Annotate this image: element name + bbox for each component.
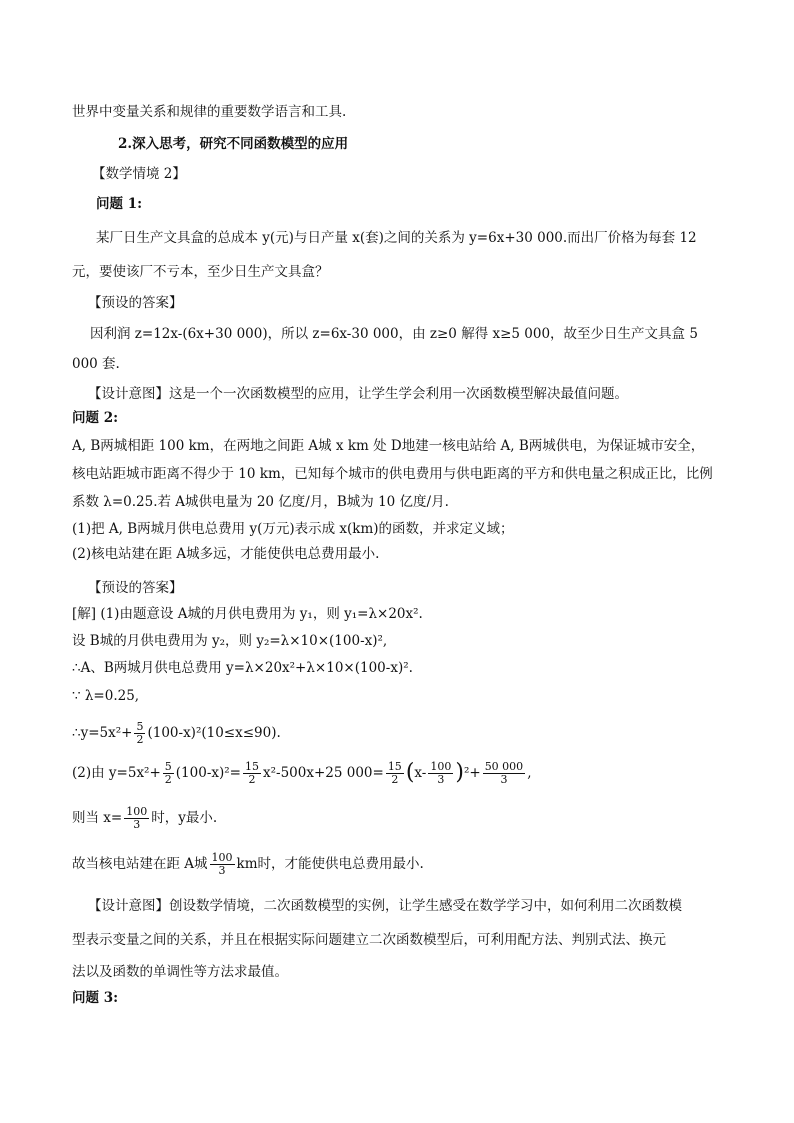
fraction-numerator: 15 — [387, 759, 402, 773]
left-paren: ( — [405, 760, 415, 785]
question-2-heading: 问题 2: — [72, 410, 119, 426]
text-run: ∴y=5x²+ — [72, 725, 133, 741]
text-line: 000 套. — [72, 356, 120, 372]
fraction-denominator: 3 — [218, 863, 226, 877]
section-heading: 2.深入思考，研究不同函数模型的应用 — [118, 136, 349, 152]
text-run: ²+ — [463, 765, 481, 781]
text-line: 核电站距城市距离不得少于 10 km，已知每个城市的供电费用与供电距离的平方和供电量之积成正比，比例 — [72, 466, 713, 482]
fraction — [386, 761, 404, 786]
text-line: A, B两城相距 100 km，在两地之间距 A城 x km 处 D地建一核电站给 A, B两城供电，为保证城市安全， — [72, 438, 705, 454]
text-line: [解] (1)由题意设 A城的月供电费用为 y₁，则 y₁=λ×20x². — [72, 606, 423, 622]
fraction-denominator: 3 — [500, 772, 508, 786]
text-run: x²-500x+25 000= — [262, 765, 384, 781]
text-run: (2)由 y=5x²+ — [72, 765, 161, 781]
fraction-numerator: 50 000 — [484, 759, 524, 773]
text-line: 世界中变量关系和规律的重要数学语言和工具. — [72, 104, 347, 120]
text-run: (100-x)²(10≤x≤90). — [147, 725, 281, 741]
formula-line — [72, 846, 424, 882]
fraction — [243, 761, 261, 786]
text-line: 某厂日生产文具盒的总成本 y(元)与日产量 x(套)之间的关系为 y=6x+30 000.而出厂价格为每套 12 — [96, 230, 697, 246]
text-run: 则当 x= — [72, 810, 123, 826]
fraction — [163, 761, 174, 786]
right-paren: ) — [455, 760, 464, 785]
text-line: 设 B城的月供电费用为 y₂，则 y₂=λ×10×(100-x)², — [72, 633, 388, 649]
fraction — [210, 852, 235, 877]
formula-line — [72, 800, 217, 836]
text-line: 因利润 z=12x-(6x+30 000)，所以 z=6x-30 000，由 z≥0 解得 x≥5 000，故至少日生产文具盒 5 — [90, 326, 698, 342]
design-intent-1: 【设计意图】这是一个一次函数模型的应用，让学生学会利用一次函数模型解决最值问题。 — [88, 386, 628, 402]
text-run: (100-x)²= — [175, 765, 241, 781]
text-run: 故当核电站建在距 A城 — [72, 856, 208, 872]
text-line: ∴A、B两城月供电总费用 y=λ×20x²+λ×10×(100-x)². — [72, 660, 413, 676]
fraction — [134, 721, 145, 746]
formula-line — [72, 716, 281, 750]
fraction-denominator: 3 — [437, 772, 445, 786]
fraction-denominator: 3 — [133, 817, 141, 831]
answer-heading: 【预设的答案】 — [88, 580, 183, 596]
fraction — [483, 761, 526, 786]
fraction — [124, 806, 149, 831]
text-line: 系数 λ=0.25.若 A城供电量为 20 亿度/月，B城为 10 亿度/月. — [72, 494, 449, 510]
fraction — [428, 761, 453, 786]
text-line: 元，要使该厂不亏本，至少日生产文具盒？ — [72, 264, 329, 280]
text-line: ∵ λ=0.25, — [72, 688, 140, 704]
text-run: km时，才能使供电总费用最小. — [236, 856, 424, 872]
fraction-denominator: 2 — [164, 772, 172, 786]
text-run: , — [527, 765, 532, 781]
question-1-heading: 问题 1: — [96, 196, 143, 212]
fraction-numerator: 100 — [126, 804, 148, 818]
fraction-numerator: 5 — [136, 719, 144, 733]
fraction-numerator: 5 — [164, 759, 172, 773]
text-line: 法以及函数的单调性等方法求最值。 — [72, 964, 288, 980]
situation-heading: 【数学情境 2】 — [92, 166, 186, 182]
fraction-denominator: 2 — [248, 772, 256, 786]
text-run: x- — [414, 765, 427, 781]
fraction-numerator: 100 — [430, 759, 452, 773]
answer-heading: 【预设的答案】 — [88, 295, 183, 311]
question-3-heading: 问题 3: — [72, 990, 119, 1006]
formula-line — [72, 754, 531, 792]
text-line: (2)核电站建在距 A城多远，才能使供电总费用最小. — [72, 546, 380, 562]
fraction-numerator: 15 — [244, 759, 259, 773]
design-intent-2: 【设计意图】创设数学情境，二次函数模型的实例，让学生感受在数学学习中，如何利用二次函数模 — [88, 898, 682, 914]
fraction-denominator: 2 — [136, 732, 144, 746]
fraction-numerator: 100 — [211, 850, 233, 864]
fraction-denominator: 2 — [391, 772, 399, 786]
text-run: 时，y最小. — [151, 810, 218, 826]
text-line: 型表示变量之间的关系，并且在根据实际问题建立二次函数模型后，可利用配方法、判别式法、换元 — [72, 932, 666, 948]
text-line: (1)把 A, B两城月供电总费用 y(万元)表示成 x(km)的函数，并求定义域； — [72, 521, 514, 537]
